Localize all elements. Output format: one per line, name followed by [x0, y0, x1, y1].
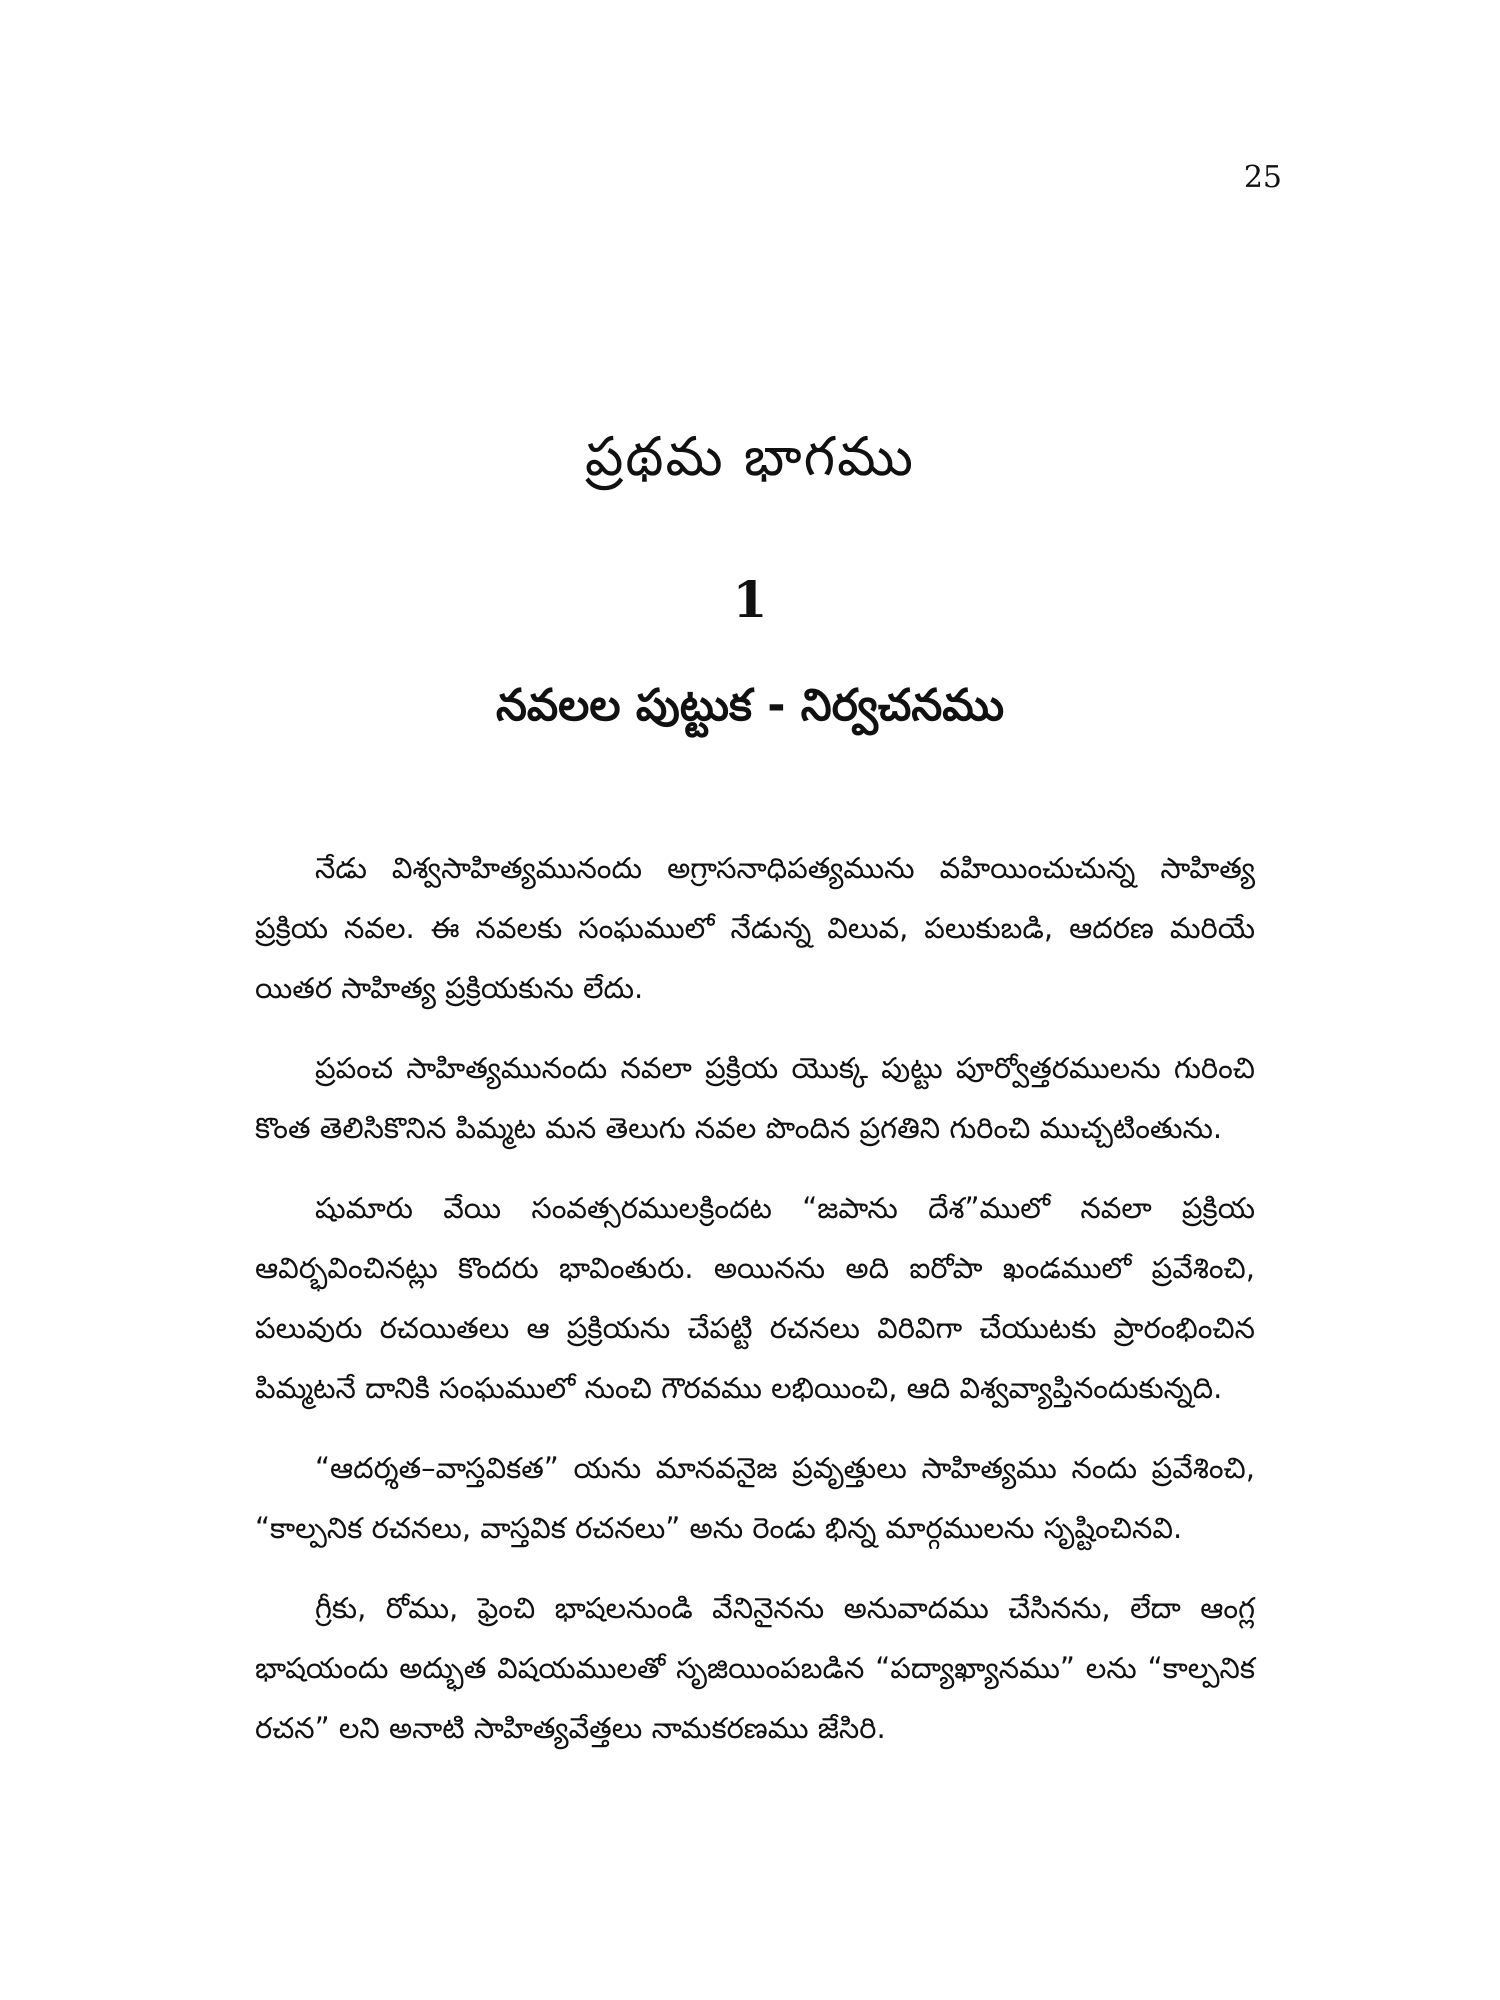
- paragraph-2: ప్రపంచ సాహిత్యమునందు నవలా ప్రక్రియ యొక్క పుట్టు పూర్వోత్తరములను గురించి కొంత తెలిసికొనిన పిమ్మట మన తెలుగు నవల పొందిన ప్రగతిని గురించి ముచ్చటింతును.: [255, 1051, 1255, 1145]
- paragraph-4: “ఆదర్శత–వాస్తవికత” యను మానవనైజ ప్రవృత్తులు సాహిత్యము నందు ప్రవేశించి, “కాల్పనిక రచనలు, వాస్తవిక రచనలు” అను రెండు భిన్న మార్గములను సృష్టించినవి.: [255, 1451, 1255, 1545]
- paragraph-5: గ్రీకు, రోము, ఫ్రెంచి భాషలనుండి వేనినైనను అనువాదము చేసినను, లేదా ఆంగ్ల భాషయందు అద్భుత విషయములతో సృజియింపబడిన “పద్యాఖ్యానము” లను “కాల్పనిక రచన” లని అనాటి సాహిత్యవేత్తలు నామకరణము జేసిరి.: [255, 1591, 1255, 1745]
- paragraph-1: నేడు విశ్వసాహిత్యమునందు అగ్రాసనాధిపత్యమును వహియించుచున్న సాహిత్య ప్రక్రియ నవల. ఈ నవలకు సంఘములో నేడున్న విలువ, పలుకుబడి, ఆదరణ మరియే యితర సాహిత్య ప్రక్రియకును లేదు.: [255, 851, 1255, 1005]
- chapter-title: నవలల పుట్టుక - నిర్వచనము: [495, 680, 1005, 731]
- chapter-number: 1: [732, 570, 768, 629]
- body-text: [255, 838, 1255, 1778]
- part-title: ప్రథమ భాగము: [584, 425, 915, 488]
- paragraph-3: షుమారు వేయి సంవత్సరములక్రిందట “జపాను దేశ”ములో నవలా ప్రక్రియ ఆవిర్భవించినట్లు కొందరు భావింతురు. అయినను అది ఐరోపా ఖండములో ప్రవేశించి, పలువురు రచయితలు ఆ ప్రక్రియను చేపట్టి రచనలు విరివిగా చేయుటకు ప్రారంభించిన పిమ్మటనే దానికి సంఘములో నుంచి గౌరవము లభియించి, ఆది విశ్వవ్యాప్తినందుకున్నది.: [255, 1191, 1255, 1405]
- page-number: 25: [1243, 160, 1282, 195]
